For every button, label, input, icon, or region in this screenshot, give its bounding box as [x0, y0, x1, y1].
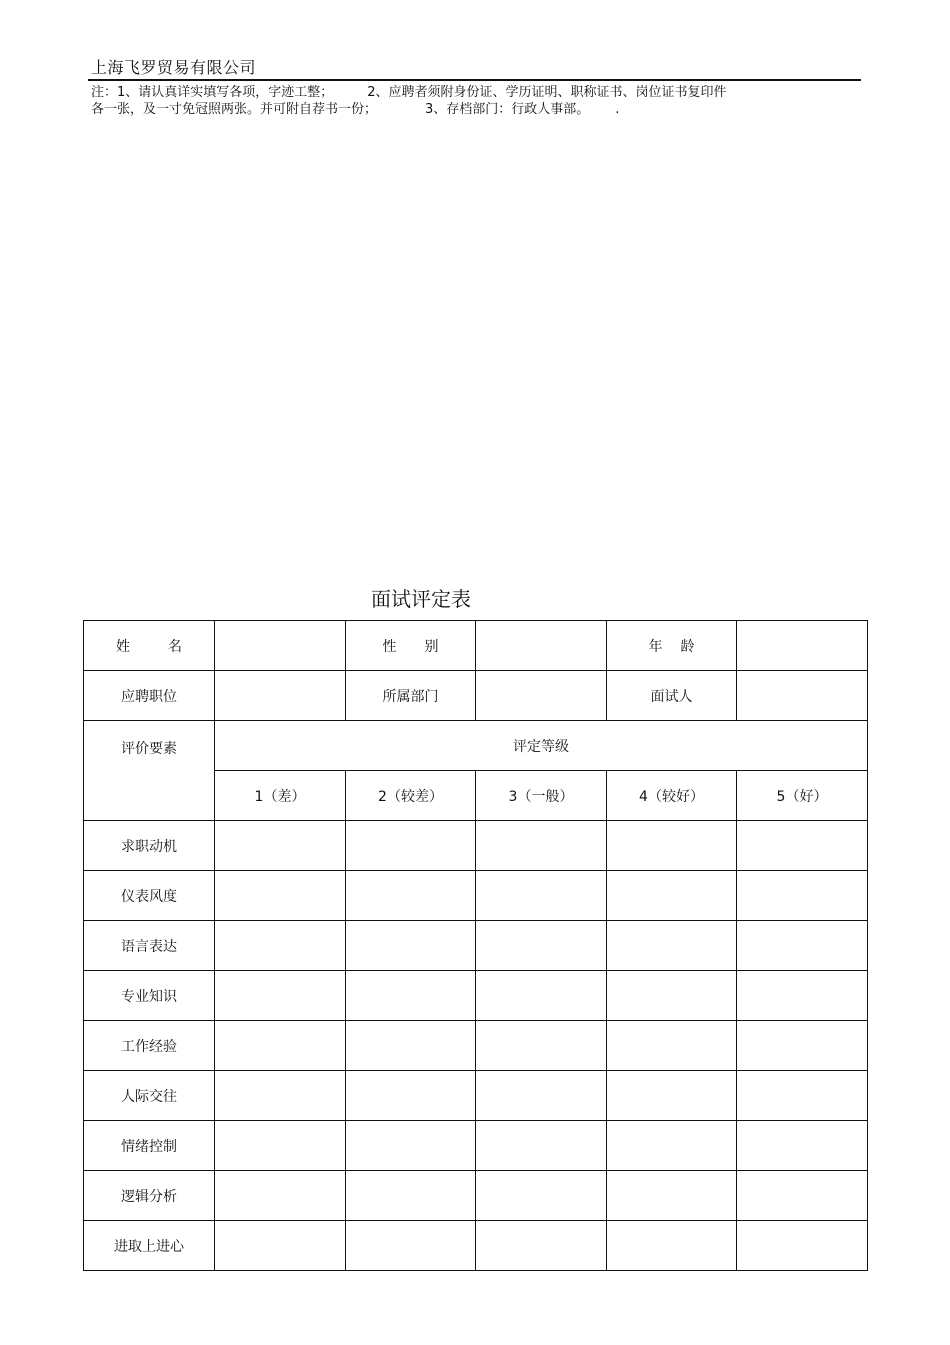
grade-1-cell[interactable]: [215, 1221, 346, 1271]
table-row: [84, 871, 868, 921]
grade-3-cell[interactable]: [476, 921, 607, 971]
grade-4-header: 4（较好）: [607, 771, 737, 821]
note-part-3: 各一张，及一寸免冠照两张。并可附自荐书一份；: [91, 102, 378, 117]
grade-5-cell[interactable]: [737, 1071, 868, 1121]
table-row: [84, 1071, 868, 1121]
criterion-label: 专业知识: [84, 971, 215, 1021]
criterion-label: 情绪控制: [84, 1121, 215, 1171]
criterion-label: 求职动机: [84, 821, 215, 871]
grade-2-cell[interactable]: [346, 921, 476, 971]
grade-1-cell[interactable]: [215, 1121, 346, 1171]
grade-4-cell[interactable]: [607, 1171, 737, 1221]
grade-3-cell[interactable]: [476, 1071, 607, 1121]
grade-4-cell[interactable]: [607, 821, 737, 871]
grade-2-cell[interactable]: [346, 1171, 476, 1221]
table-row: [84, 1121, 868, 1171]
grade-1-cell[interactable]: [215, 821, 346, 871]
grade-5-cell[interactable]: [737, 821, 868, 871]
evaluation-table: [83, 620, 868, 1271]
table-row: [84, 1221, 868, 1271]
grade-3-cell[interactable]: [476, 1121, 607, 1171]
grade-5-cell[interactable]: [737, 971, 868, 1021]
grade-1-cell[interactable]: [215, 871, 346, 921]
interviewer-label: 面试人: [607, 671, 737, 721]
grade-1-cell[interactable]: [215, 971, 346, 1021]
grade-4-cell[interactable]: [607, 1121, 737, 1171]
table-row: [84, 821, 868, 871]
criterion-label: 逻辑分析: [84, 1171, 215, 1221]
note-text: [91, 84, 851, 118]
table-row: [84, 971, 868, 1021]
grade-5-cell[interactable]: [737, 1171, 868, 1221]
form-title: 面试评定表: [371, 587, 471, 611]
department-label: 所属部门: [346, 671, 476, 721]
grade-4-cell[interactable]: [607, 1071, 737, 1121]
name-field[interactable]: [215, 621, 346, 671]
grade-4-cell[interactable]: [607, 1221, 737, 1271]
grade-2-header: 2（较差）: [346, 771, 476, 821]
grade-2-cell[interactable]: [346, 1071, 476, 1121]
grade-5-cell[interactable]: [737, 1221, 868, 1271]
grade-1-cell[interactable]: [215, 1171, 346, 1221]
criterion-label: 进取上进心: [84, 1221, 215, 1271]
age-field[interactable]: [737, 621, 868, 671]
grade-2-cell[interactable]: [346, 1221, 476, 1271]
gender-label: 性 别: [346, 621, 476, 671]
criterion-label: 语言表达: [84, 921, 215, 971]
table-row: [84, 621, 868, 671]
header-rule: [88, 79, 861, 81]
grade-5-cell[interactable]: [737, 1121, 868, 1171]
grade-3-cell[interactable]: [476, 971, 607, 1021]
criterion-label: 人际交往: [84, 1071, 215, 1121]
grade-4-cell[interactable]: [607, 1021, 737, 1071]
position-field[interactable]: [215, 671, 346, 721]
table-row: [84, 671, 868, 721]
table-row: [84, 1171, 868, 1221]
grade-3-cell[interactable]: [476, 1221, 607, 1271]
age-label: 年 龄: [607, 621, 737, 671]
grade-5-cell[interactable]: [737, 871, 868, 921]
grade-4-cell[interactable]: [607, 971, 737, 1021]
table-row: [84, 721, 868, 771]
criteria-header: 评价要素: [84, 721, 215, 821]
grade-5-cell[interactable]: [737, 1021, 868, 1071]
department-field[interactable]: [476, 671, 607, 721]
grade-1-cell[interactable]: [215, 1071, 346, 1121]
grade-2-cell[interactable]: [346, 971, 476, 1021]
criterion-label: 工作经验: [84, 1021, 215, 1071]
grade-3-cell[interactable]: [476, 821, 607, 871]
interviewer-field[interactable]: [737, 671, 868, 721]
note-part-1: 注：1、请认真详实填写各项，字迹工整；: [91, 85, 334, 100]
grade-2-cell[interactable]: [346, 1021, 476, 1071]
note-part-5: .: [615, 102, 620, 117]
grade-2-cell[interactable]: [346, 871, 476, 921]
grade-3-cell[interactable]: [476, 1021, 607, 1071]
grade-1-cell[interactable]: [215, 1021, 346, 1071]
grade-1-header: 1（差）: [215, 771, 346, 821]
table-row: [84, 1021, 868, 1071]
table-row: [84, 921, 868, 971]
grade-3-cell[interactable]: [476, 1171, 607, 1221]
grade-1-cell[interactable]: [215, 921, 346, 971]
grade-3-header: 3（一般）: [476, 771, 607, 821]
note-part-2: 2、应聘者须附身份证、学历证明、职称证书、岗位证书复印件: [367, 85, 727, 100]
grade-4-cell[interactable]: [607, 921, 737, 971]
grade-2-cell[interactable]: [346, 1121, 476, 1171]
grade-2-cell[interactable]: [346, 821, 476, 871]
gender-field[interactable]: [476, 621, 607, 671]
criterion-label: 仪表风度: [84, 871, 215, 921]
name-label: 姓 名: [84, 621, 215, 671]
note-part-4: 3、存档部门：行政人事部。: [425, 102, 590, 117]
grade-5-cell[interactable]: [737, 921, 868, 971]
grade-3-cell[interactable]: [476, 871, 607, 921]
company-name: 上海飞罗贸易有限公司: [91, 58, 257, 77]
position-label: 应聘职位: [84, 671, 215, 721]
grade-header: 评定等级: [215, 721, 868, 771]
grade-4-cell[interactable]: [607, 871, 737, 921]
grade-5-header: 5（好）: [737, 771, 868, 821]
